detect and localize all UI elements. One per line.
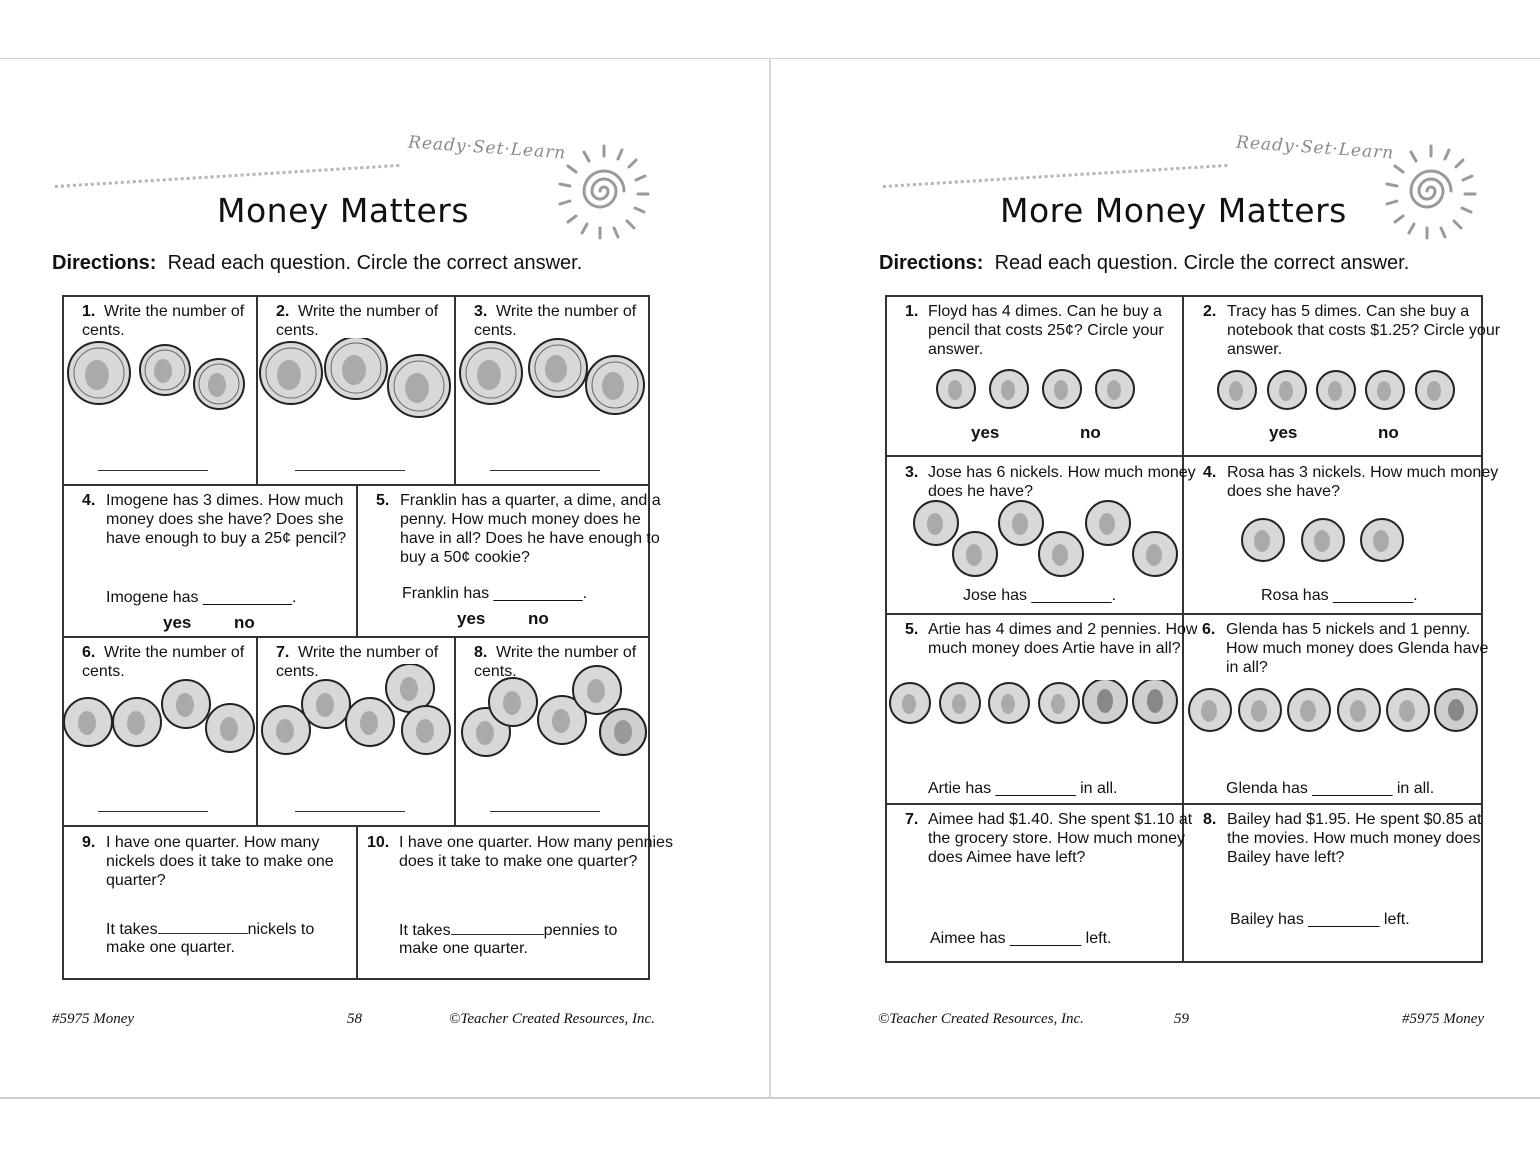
coin-group-q1 [66, 340, 252, 412]
question-number: 3. [474, 303, 488, 320]
question-4 [82, 491, 374, 548]
question-3 [474, 302, 646, 340]
nickel-coin-icon [402, 706, 450, 754]
penny-coin-icon [1083, 680, 1127, 723]
dime-coin-icon [990, 370, 1028, 408]
question-text: Write the number of cents. [276, 644, 439, 680]
question-9 [82, 833, 372, 890]
answer-line: Jose has _________. [963, 587, 1117, 604]
directions-label: Directions: [52, 252, 157, 274]
nickel-coin-icon [64, 698, 112, 746]
question-3 [905, 463, 1200, 501]
nickel-coin-icon [1039, 532, 1083, 576]
answer-prefix: It takes [106, 921, 158, 938]
footer-right: #5975 Money [1402, 1011, 1485, 1027]
nickel-coin-icon [489, 678, 537, 726]
brand-logo: Ready·Set·Learn [1235, 132, 1395, 164]
answer-line [399, 920, 617, 940]
top-margin [0, 0, 1540, 59]
answer-line: Aimee has ________ left. [930, 930, 1112, 947]
question-number: 3. [905, 464, 919, 481]
coin-group-q2 [258, 338, 454, 420]
yes-option[interactable]: yes [163, 613, 192, 632]
answer-blank[interactable] [490, 811, 600, 812]
answer-line: Bailey has ________ left. [1230, 911, 1410, 928]
question-text: Glenda has 5 nickels and 1 penny. How much money does Glenda have in all? [1226, 621, 1489, 676]
question-number: 1. [905, 303, 919, 320]
answer-blank[interactable] [490, 470, 600, 471]
directions-text: Read each question. Circle the correct answer. [167, 252, 583, 274]
no-option[interactable]: no [234, 613, 255, 632]
question-text: Floyd has 4 dimes. Can he buy a pencil that costs 25¢? Circle your answer. [928, 303, 1164, 358]
coin-group-q5 [887, 680, 1181, 728]
quarter-coin-icon [68, 342, 130, 404]
quarter-coin-icon [460, 342, 522, 404]
question-text: Artie has 4 dimes and 2 pennies. How much money does Artie have in all? [928, 621, 1198, 657]
question-number: 8. [1203, 811, 1217, 828]
quarter-coin-icon [388, 355, 450, 417]
question-text: Rosa has 3 nickels. How much money does she have? [1227, 464, 1499, 500]
dime-coin-icon [1416, 371, 1454, 409]
question-number: 5. [376, 492, 390, 509]
question-text: Imogene has 3 dimes. How much money does she have? Does she have enough to buy a 25¢ pencil? [106, 492, 347, 547]
footer-left: ©Teacher Created Resources, Inc. [878, 1011, 1084, 1027]
question-text: I have one quarter. How many nickels does it take to make one quarter? [106, 834, 334, 889]
col-divider [454, 636, 456, 825]
question-text: Write the number of cents. [474, 303, 637, 339]
dime-coin-icon [1366, 371, 1404, 409]
question-number: 8. [474, 644, 488, 661]
nickel-coin-icon [194, 359, 244, 409]
nickel-coin-icon [914, 501, 958, 545]
answer-blank[interactable] [295, 470, 405, 471]
bottom-margin [0, 1097, 1540, 1157]
directions-text: Read each question. Circle the correct answer. [994, 252, 1410, 274]
answer-line-2: make one quarter. [106, 939, 235, 956]
yes-option[interactable]: yes [457, 609, 486, 628]
question-text: I have one quarter. How many pennies does it take to make one quarter? [399, 834, 673, 870]
nickel-coin-icon [1302, 519, 1344, 561]
coin-group-q3 [458, 338, 648, 418]
page-title: More Money Matters [1000, 191, 1347, 230]
nickel-coin-icon [1288, 689, 1330, 731]
question-8 [1203, 810, 1497, 867]
answer-line: Glenda has _________ in all. [1226, 780, 1435, 797]
question-10 [367, 833, 675, 871]
question-text: Jose has 6 nickels. How much money does he have? [928, 464, 1196, 500]
answer-prefix: It takes [399, 922, 451, 939]
dime-coin-icon [1218, 371, 1256, 409]
page-title: Money Matters [217, 191, 470, 230]
question-number: 7. [905, 811, 919, 828]
answer-blank[interactable] [158, 919, 248, 934]
answer-blank[interactable] [98, 470, 208, 471]
dime-coin-icon [989, 683, 1029, 723]
coin-group-q4 [1239, 516, 1409, 564]
footer-page-number: 59 [1174, 1011, 1189, 1027]
spiral-sun-icon [552, 138, 656, 244]
quarter-coin-icon [325, 338, 387, 399]
directions-label: Directions: [879, 252, 984, 274]
question-text: Bailey had $1.95. He spent $0.85 at the movies. How much money does Bailey have left? [1227, 811, 1482, 866]
question-5 [905, 620, 1204, 658]
col-divider [454, 295, 456, 484]
question-number: 4. [1203, 464, 1217, 481]
answer-suffix: pennies to [543, 922, 618, 939]
question-6 [82, 643, 252, 681]
question-2 [276, 302, 452, 340]
coin-group-q1 [934, 367, 1154, 411]
answer-line: Artie has _________ in all. [928, 780, 1118, 797]
nickel-coin-icon [1239, 689, 1281, 731]
penny-coin-icon [1435, 689, 1477, 731]
question-5 [376, 491, 666, 567]
coin-group-q3 [911, 498, 1181, 580]
dime-coin-icon [940, 683, 980, 723]
answer-line [106, 919, 314, 939]
question-number: 6. [82, 644, 96, 661]
question-number: 9. [82, 834, 96, 851]
nickel-coin-icon [1361, 519, 1403, 561]
directions [879, 252, 1409, 275]
nickel-coin-icon [1189, 689, 1231, 731]
answer-blank[interactable] [295, 811, 405, 812]
answer-line: Rosa has _________. [1261, 587, 1418, 604]
question-text: Tracy has 5 dimes. Can she buy a notebook that costs $1.25? Circle your answer. [1227, 303, 1501, 358]
question-4 [1203, 463, 1499, 501]
nickel-coin-icon [1338, 689, 1380, 731]
question-7 [905, 810, 1198, 867]
row-divider [62, 636, 650, 638]
nickel-coin-icon [1387, 689, 1429, 731]
question-number: 2. [1203, 303, 1217, 320]
row-divider [885, 803, 1483, 805]
row-divider [885, 613, 1483, 615]
dime-coin-icon [1268, 371, 1306, 409]
coin-group-q7 [258, 664, 454, 758]
dime-coin-icon [890, 683, 930, 723]
brand-logo: Ready·Set·Learn [407, 132, 567, 164]
nickel-coin-icon [573, 666, 621, 714]
dime-coin-icon [937, 370, 975, 408]
no-option[interactable]: no [528, 609, 549, 628]
question-number: 1. [82, 303, 96, 320]
nickel-coin-icon [1133, 532, 1177, 576]
coin-group-q2 [1215, 368, 1465, 412]
question-number: 4. [82, 492, 96, 509]
yes-option[interactable]: yes [971, 423, 1000, 442]
answer-line-2: make one quarter. [399, 940, 528, 957]
question-text: Write the number of cents. [474, 644, 637, 680]
nickel-coin-icon [586, 356, 644, 414]
quarter-coin-icon [260, 342, 322, 404]
question-6 [1202, 620, 1502, 677]
nickel-coin-icon [386, 664, 434, 712]
coin-group-q6 [1186, 686, 1482, 734]
answer-blank[interactable] [451, 920, 544, 935]
nickel-coin-icon [346, 698, 394, 746]
question-text: Write the number of cents. [82, 644, 245, 680]
answer-blank[interactable] [98, 811, 208, 812]
question-1 [82, 302, 252, 340]
question-text: Franklin has a quarter, a dime, and a penny. How much money does he have in all? Does he have enough to buy a 50¢ cookie? [400, 492, 661, 566]
question-text: Write the number of cents. [276, 303, 439, 339]
page-58 [0, 58, 769, 1097]
coin-group-q8 [458, 664, 650, 758]
nickel-coin-icon [206, 704, 254, 752]
question-1 [905, 302, 1204, 359]
coin-group-q6 [62, 678, 258, 756]
nickel-coin-icon [162, 680, 210, 728]
dime-coin-icon [1096, 370, 1134, 408]
row-divider [885, 455, 1483, 457]
nickel-coin-icon [999, 501, 1043, 545]
dotted-arc [55, 164, 400, 191]
no-option[interactable]: no [1378, 423, 1399, 442]
nickel-coin-icon [953, 532, 997, 576]
nickel-coin-icon [1086, 501, 1130, 545]
dime-coin-icon [140, 345, 190, 395]
answer-suffix: nickels to [247, 921, 315, 938]
nickel-coin-icon [529, 339, 587, 397]
question-2 [1203, 302, 1503, 359]
footer-page-number: 58 [347, 1011, 362, 1027]
question-number: 7. [276, 644, 290, 661]
nickel-coin-icon [302, 680, 350, 728]
penny-coin-icon [600, 709, 646, 755]
question-number: 6. [1202, 621, 1216, 638]
spiral-sun-icon [1379, 138, 1483, 244]
dime-coin-icon [1043, 370, 1081, 408]
dime-coin-icon [1039, 683, 1079, 723]
answer-line: Franklin has __________. [402, 585, 588, 602]
question-number: 5. [905, 621, 919, 638]
question-number: 10. [367, 834, 390, 851]
yes-option[interactable]: yes [1269, 423, 1298, 442]
nickel-coin-icon [1242, 519, 1284, 561]
footer-right: ©Teacher Created Resources, Inc. [449, 1011, 655, 1027]
directions [52, 252, 582, 275]
question-text: Write the number of cents. [82, 303, 245, 339]
question-text: Aimee had $1.40. She spent $1.10 at the grocery store. How much money does Aimee have left? [928, 811, 1193, 866]
dotted-arc [883, 164, 1228, 191]
penny-coin-icon [1133, 680, 1177, 723]
nickel-coin-icon [113, 698, 161, 746]
dime-coin-icon [1317, 371, 1355, 409]
answer-line: Imogene has __________. [106, 589, 297, 606]
question-number: 2. [276, 303, 290, 320]
no-option[interactable]: no [1080, 423, 1101, 442]
footer-left: #5975 Money [52, 1011, 135, 1027]
page-59 [771, 58, 1540, 1097]
